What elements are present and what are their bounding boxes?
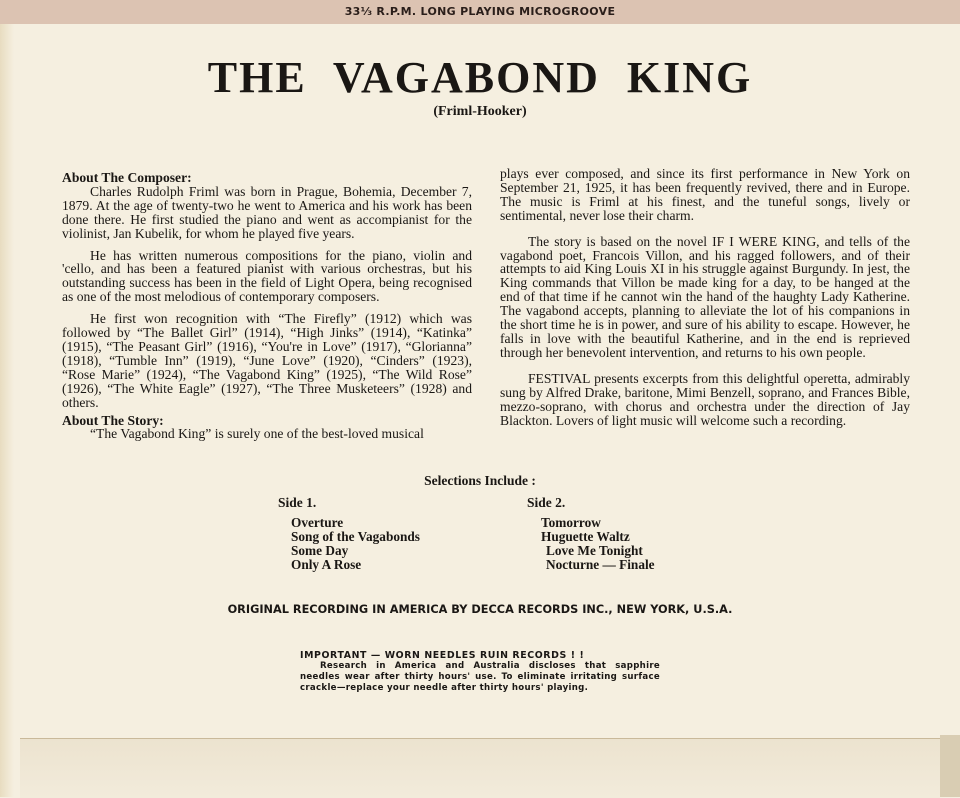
track: Only A Rose	[291, 557, 362, 572]
track: Some Day	[291, 543, 349, 558]
sleeve-fold-flap	[20, 738, 940, 798]
important-body: Research in America and Australia discloses that sapphire needles wear after thirty hours' use. To eliminate irritating surface crackle—replace your needle after thirty hours' playing.	[300, 661, 660, 693]
sleeve-edge	[0, 24, 14, 797]
selections-heading: Selections Include :	[424, 473, 536, 488]
side-2-label: Side 2.	[527, 495, 566, 510]
story-paragraph: “The Vagabond King” is surely one of the best-loved musical	[90, 426, 424, 442]
album-title: THE VAGABOND KING	[207, 53, 753, 102]
top-banner	[0, 0, 960, 24]
sleeve-corner	[940, 735, 960, 797]
track: Song of the Vagabonds	[291, 529, 420, 544]
composer-paragraph: He first won recognition with “The Firefly” (1912) which was followed by “The Ballet Girl” (1914), “High Jinks” (1914), “Katinka” (1915), “The Peasant Girl” (1916), “You're in Love” (1917), “Glorianna” (1918), “Tumble Inn” (1919), “June Love” (1920), “Cinders” (1923), “Rose Marie” (1924), “The Vagabond King” (1925), “The Wild Rose” (1926), “The White Eagle” (1927), “The Three Musketeers” (1928) and others.	[62, 311, 472, 410]
important-heading: IMPORTANT — WORN NEEDLES RUIN RECORDS ! !	[300, 650, 585, 661]
album-subtitle: (Friml-Hooker)	[433, 104, 527, 119]
track: Love Me Tonight	[546, 543, 643, 558]
track: Nocturne — Finale	[546, 557, 655, 572]
track: Overture	[291, 515, 344, 530]
original-recording-note: ORIGINAL RECORDING IN AMERICA BY DECCA RECORDS INC., NEW YORK, U.S.A.	[227, 603, 733, 616]
side-1-label: Side 1.	[278, 495, 317, 510]
side-2-tracks	[541, 516, 655, 572]
composer-heading: About The Composer:	[62, 170, 192, 185]
side-1-tracks	[291, 516, 420, 572]
track: Tomorrow	[541, 515, 601, 530]
rpm-label: 33⅓ R.P.M. LONG PLAYING MICROGROOVE	[344, 5, 616, 18]
composer-paragraph: Charles Rudolph Friml was born in Prague, Bohemia, December 7, 1879. At the age of twenty-two he went to America and his work has been done there. He first studied the piano and went as accompianist for the violinist, Jan Kubelik, for whom he played five years.	[62, 183, 472, 241]
composer-paragraph: He has written numerous compositions for the piano, violin and 'cello, and has been a featured pianist with various orchestras, but his outstanding success has been in the field of Light Opera, being recognised as one of the most melodious of contemporary composers.	[62, 247, 472, 305]
story-paragraph: The story is based on the novel IF I WERE KING, and tells of the vagabond poet, Francois Villon, and his ragged followers, and of their attempts to aid King Louis XI in his struggle against Burgundy. In jest, the King commands that Villon be made king for a day, to be hanged at the end of that time if he cannot win the hand of the haughty Lady Katherine. The vagabond accepts, planning to alleviate the lot of his companions in the short time he is in power, and sure of his ability to escape. However, he falls in love with the beautiful Katherine, and in the end is reprieved through her benevolent intervention, and returns to his own people.	[500, 233, 910, 360]
track: Huguette Waltz	[541, 529, 630, 544]
right-column	[500, 167, 910, 435]
left-column	[62, 171, 472, 449]
important-notice	[300, 650, 660, 694]
story-heading: About The Story:	[62, 412, 164, 428]
story-paragraph: plays ever composed, and since its first performance in New York on September 21, 1925, it has been frequently revived, there and in Europe. The music is Friml at his finest, and the tuneful songs, lively or sentimental, never lose their charm.	[500, 166, 910, 223]
story-paragraph: FESTIVAL presents excerpts from this delightful operetta, admirably sung by Alfred Drake, baritone, Mimi Benzell, soprano, and Frances Bible, mezzo-soprano, with chorus and orchestra under the direction of Jay Blackton. Lovers of light music will welcome such a recording.	[500, 370, 910, 428]
